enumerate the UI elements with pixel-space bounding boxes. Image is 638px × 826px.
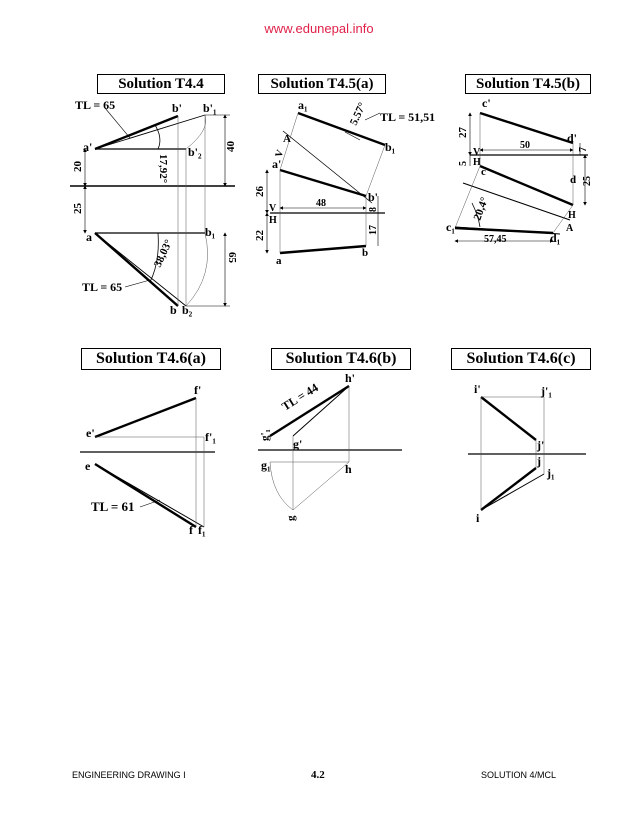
t45b-label-dim-5745: 57,45 bbox=[484, 234, 507, 245]
t45b-line-c1d1 bbox=[455, 228, 553, 233]
title-t45b: Solution T4.5(b) bbox=[465, 74, 591, 94]
t45b-label-dim-25: 25 bbox=[582, 176, 593, 186]
footer-course: ENGINEERING DRAWING I bbox=[72, 770, 186, 780]
t46c-label-j-prime: j' bbox=[537, 438, 545, 452]
t46a-label-e-prime: e' bbox=[86, 426, 95, 440]
t45a-line-front bbox=[280, 170, 366, 196]
diagram-t44 bbox=[70, 98, 238, 317]
t46a-label-f1: f₁ bbox=[198, 523, 206, 537]
t44-label-b: b bbox=[170, 303, 177, 317]
t46a-label-e: e bbox=[85, 459, 91, 473]
t45b-line-top bbox=[480, 166, 573, 205]
t44-line-ab-front bbox=[95, 116, 178, 149]
t45b-label-dim-7: 7 bbox=[578, 147, 589, 152]
t45a-line-a1b1 bbox=[298, 113, 385, 145]
t46a-label-f: f bbox=[189, 523, 193, 537]
t46a-line-ef1-top bbox=[95, 464, 204, 527]
t45b-label-A: A bbox=[566, 223, 574, 234]
t44-line-ab1-front bbox=[95, 115, 205, 149]
t46b-label-tl: TL = 44 bbox=[279, 380, 321, 414]
t44-label-b1: b₁ bbox=[205, 225, 216, 239]
t44-leader-tl-bottom bbox=[125, 280, 150, 287]
diagram-t46c bbox=[468, 382, 586, 525]
t46b-label-g1-prime: g'₁ bbox=[259, 429, 271, 441]
t46c-label-i: i bbox=[476, 511, 480, 525]
t46c-line-ij-front bbox=[481, 397, 536, 440]
title-t46c: Solution T4.6(c) bbox=[451, 348, 591, 370]
diagram-t45a bbox=[254, 98, 435, 267]
t45b-label-d: d bbox=[570, 174, 577, 186]
t46b-arc bbox=[270, 462, 293, 510]
footer-page-number: 4.2 bbox=[311, 769, 325, 781]
watermark-url: www.edunepal.info bbox=[264, 21, 374, 36]
t45b-label-c-prime: c' bbox=[482, 96, 491, 110]
t46b-line-gh-top bbox=[293, 462, 349, 510]
t44-label-angle-top: 17,92° bbox=[157, 154, 169, 184]
t45b-label-d-prime: d' bbox=[567, 131, 578, 145]
t45a-label-b: b bbox=[362, 247, 369, 259]
t44-label-a: a bbox=[86, 230, 92, 244]
t46b-label-g1: g₁ bbox=[261, 458, 271, 472]
t44-leader-tl-top bbox=[105, 108, 130, 138]
t45b-label-dim-5: 5 bbox=[458, 161, 469, 166]
t45a-aux-line bbox=[283, 131, 372, 203]
t46a-label-f1-prime: f'₁ bbox=[205, 430, 216, 444]
t46c-label-j: j bbox=[537, 454, 541, 468]
t46b-label-h-prime: h' bbox=[345, 371, 356, 385]
t44-label-dim-65: 65 bbox=[226, 252, 238, 263]
t45a-tl-leader bbox=[365, 113, 380, 120]
footer-solution: SOLUTION 4/MCL bbox=[481, 770, 557, 780]
t46c-line-ij-top bbox=[481, 468, 536, 510]
t45a-label-a: a bbox=[276, 255, 282, 267]
t44-arc-bottom bbox=[186, 233, 208, 306]
t45b-label-c: c bbox=[481, 166, 486, 178]
t44-label-a-prime: a' bbox=[83, 140, 93, 154]
t46a-line-ef-top bbox=[95, 464, 196, 527]
t44-label-b2-prime: b'₂ bbox=[188, 145, 202, 159]
t46c-label-j1-prime: j'₁ bbox=[541, 384, 552, 398]
t45b-label-H: H bbox=[473, 157, 481, 168]
t44-label-dim-25: 25 bbox=[72, 203, 84, 214]
title-t45a: Solution T4.5(a) bbox=[258, 74, 386, 94]
t45a-label-b-prime: b' bbox=[368, 190, 379, 204]
t45a-label-b1: b₁ bbox=[385, 140, 396, 154]
t44-label-b1-prime: b'₁ bbox=[203, 101, 217, 115]
t46a-label-f-prime: f' bbox=[194, 383, 202, 397]
t45b-line-front bbox=[480, 113, 573, 143]
title-t46a: Solution T4.6(a) bbox=[81, 348, 221, 370]
t44-label-dim-40: 40 bbox=[225, 141, 237, 152]
t46c-label-j1: j₁ bbox=[547, 466, 555, 480]
t45a-label-H: H bbox=[269, 215, 277, 226]
t45a-label-V: V bbox=[273, 148, 287, 160]
t45a-label-tl: TL = 51,51 bbox=[380, 110, 436, 124]
t44-label-b2: b₂ bbox=[182, 303, 193, 317]
t45b-label-angle: 20,4° bbox=[471, 195, 491, 223]
title-t44: Solution T4.4 bbox=[97, 74, 225, 94]
t45b-label-c1: c₁ bbox=[446, 220, 455, 234]
t45b-label-dim-27: 27 bbox=[457, 127, 469, 138]
t44-label-angle-bottom: 38,03° bbox=[151, 237, 176, 270]
diagram-t46a bbox=[80, 383, 216, 537]
t45a-label-angle: 5.57° bbox=[347, 100, 369, 128]
t44-angle-arc-top bbox=[155, 125, 160, 149]
t45a-label-A: A bbox=[283, 133, 291, 145]
t46c-line-ij1-top bbox=[481, 474, 544, 510]
t44-label-tl-top: TL = 65 bbox=[75, 98, 116, 112]
diagram-t45b bbox=[446, 96, 593, 245]
t46b-label-h: h bbox=[345, 462, 352, 476]
t46a-line-ef-front bbox=[95, 398, 196, 437]
t45a-label-V2: V bbox=[269, 203, 277, 214]
t46c-label-i-prime: i' bbox=[474, 382, 481, 396]
t45b-label-H2: H bbox=[568, 210, 576, 221]
t46a-label-tl: TL = 61 bbox=[91, 499, 135, 514]
t45a-label-dim-48: 48 bbox=[316, 198, 326, 209]
t45a-line-top bbox=[280, 246, 366, 253]
t44-label-dim-20: 20 bbox=[72, 161, 84, 172]
t45a-proj-b bbox=[366, 145, 385, 196]
t45a-label-dim-17: 17 bbox=[368, 225, 379, 235]
t44-label-tl-bottom: TL = 65 bbox=[82, 280, 123, 294]
t45a-label-a-prime: a' bbox=[272, 157, 282, 171]
t44-label-b-prime: b' bbox=[172, 101, 183, 115]
t46b-label-g-prime: g' bbox=[293, 437, 303, 451]
t45b-label-V: V bbox=[473, 147, 481, 158]
t45a-label-a1: a₁ bbox=[298, 98, 308, 112]
t45b-label-d1: d₁ bbox=[550, 231, 561, 245]
t45a-label-dim-26: 26 bbox=[254, 186, 266, 197]
t45a-label-dim-8: 8 bbox=[368, 207, 379, 212]
t46b-label-g: g bbox=[285, 515, 297, 521]
t45a-label-dim-22: 22 bbox=[254, 230, 266, 241]
title-t46b: Solution T4.6(b) bbox=[271, 348, 411, 370]
diagram-t46b bbox=[258, 371, 402, 521]
t45b-label-dim-50: 50 bbox=[520, 140, 530, 151]
